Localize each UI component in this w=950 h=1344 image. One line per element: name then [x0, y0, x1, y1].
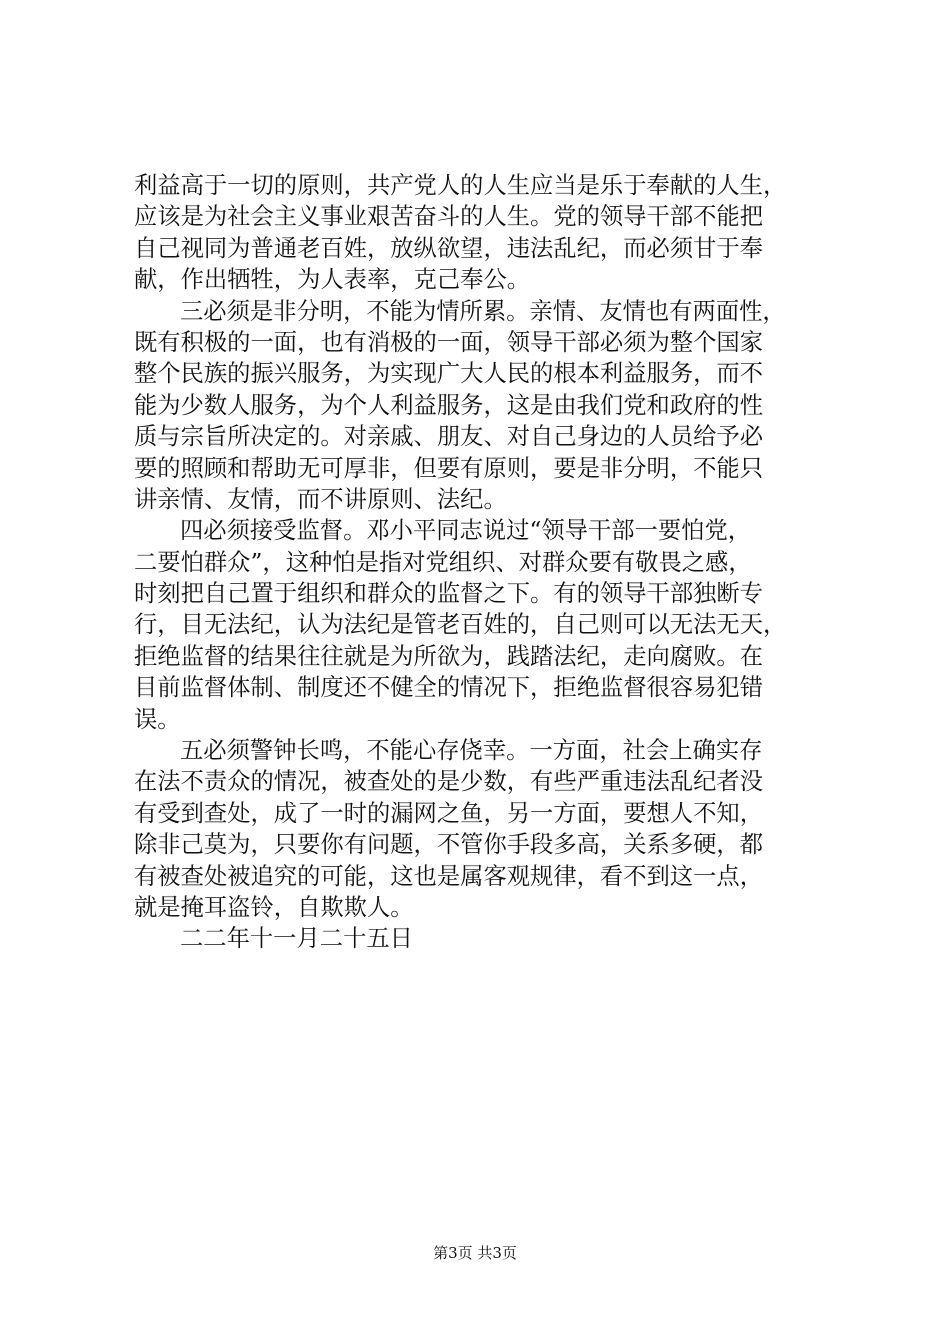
- text-line: 二二年十一月二十五日: [180, 925, 413, 953]
- text-line: 三必须是非分明，不能为情所累。亲情、友情也有两面性，: [180, 297, 786, 325]
- document-body: [134, 170, 834, 955]
- text-line: 行，目无法纪，认为法纪是管老百姓的，自己则可以无法无天，: [134, 611, 787, 639]
- text-line: 整个民族的振兴服务，为实现广大人民的根本利益服务，而不: [134, 360, 764, 388]
- text-line: 目前监督体制、制度还不健全的情况下，拒绝监督很容易犯错: [134, 674, 764, 702]
- text-line: 有被查处被追究的可能，这也是属客观规律，看不到这一点，: [134, 862, 764, 890]
- text-line: 自己视同为普通老百姓，放纵欲望，违法乱纪，而必须甘于奉: [134, 234, 764, 262]
- text-line: 既有积极的一面，也有消极的一面，领导干部必须为整个国家: [134, 328, 764, 356]
- text-line: 能为少数人服务，为个人利益服务，这是由我们党和政府的性: [134, 391, 764, 419]
- text-line: 五必须警钟长鸣，不能心存侥幸。一方面，社会上确实存: [180, 737, 763, 765]
- text-line: 拒绝监督的结果往往就是为所欲为，践踏法纪，走向腐败。在: [134, 642, 764, 670]
- text-line: 献，作出牺牲，为人表率，克己奉公。: [134, 266, 531, 294]
- text-line: 误。: [134, 705, 181, 733]
- text-line: 二要怕群众”，这种怕是指对党组织、对群众要有敬畏之感，: [134, 548, 752, 576]
- text-line: 讲亲情、友情，而不讲原则、法纪。: [134, 485, 507, 513]
- text-line: 除非己莫为，只要你有问题，不管你手段多高，关系多硬，都: [134, 831, 764, 859]
- text-line: 时刻把自己置于组织和群众的监督之下。有的领导干部独断专: [134, 580, 764, 608]
- text-line: 利益高于一切的原则，共产党人的人生应当是乐于奉献的人生，: [134, 172, 787, 199]
- text-line: 要的照顾和帮助无可厚非，但要有原则，要是非分明，不能只: [134, 454, 764, 482]
- text-line: 在法不责众的情况，被查处的是少数，有些严重违法乱纪者没: [134, 768, 764, 796]
- text-line: 有受到查处，成了一时的漏网之鱼，另一方面，要想人不知，: [134, 799, 764, 827]
- text-line: 质与宗旨所决定的。对亲戚、朋友、对自己身边的人员给予必: [134, 423, 764, 451]
- page-footer: 第3页 共3页: [433, 1244, 517, 1262]
- text-line: 应该是为社会主义事业艰苦奋斗的人生。党的领导干部不能把: [134, 203, 764, 231]
- text-line: 就是掩耳盗铃，自欺欺人。: [134, 893, 414, 921]
- text-line: 四必须接受监督。邓小平同志说过“领导干部一要怕党，: [180, 517, 752, 545]
